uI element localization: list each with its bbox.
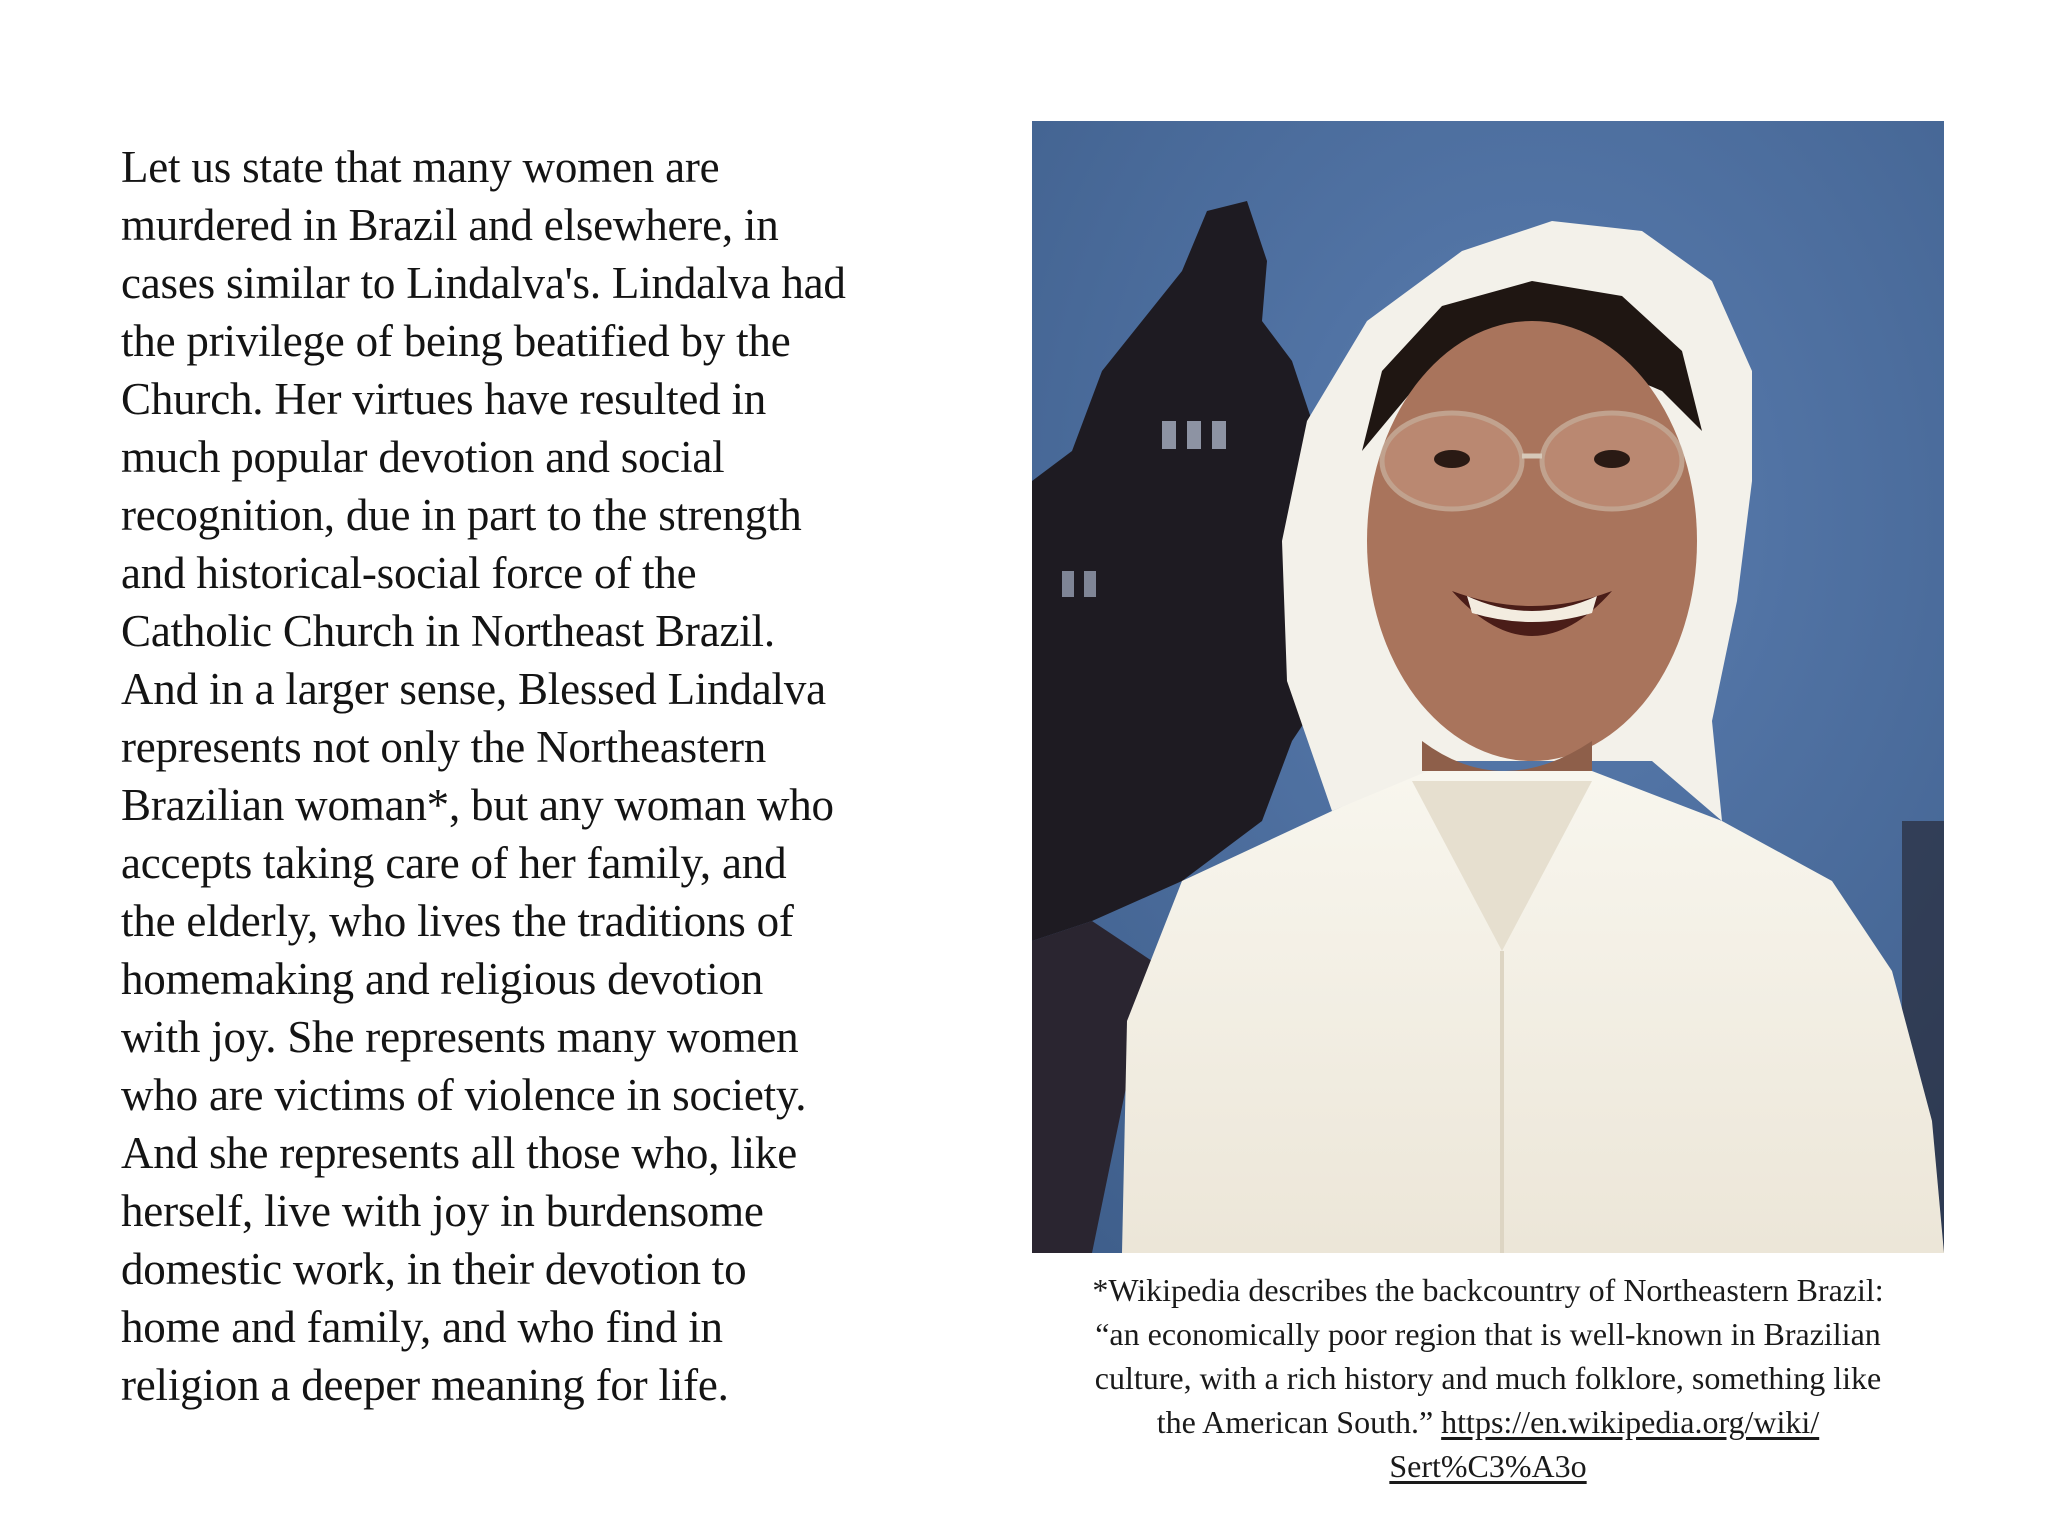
wikipedia-link-part-1[interactable]: https://en.wikipedia.org/wiki/ [1441,1404,1820,1440]
caption-line-1: *Wikipedia describes the backcountry of Northeastern Brazil: [1092,1272,1884,1308]
body-paragraph: Let us state that many women are murdered in Brazil and elsewhere, in cases similar to Lindalva's. Lindalva had the privilege of being beatified by the Church. Her virtues have resulted in much popular devotion and social recognition, due in part to the strength and historical-social force of the Catholic Church in Northeast Brazil. And in a larger sense, Blessed Lindalva represents not only the Northeastern Brazilian woman*, but any woman who accepts taking care of her family, and the elderly, who lives the traditions of homemaking and religious devotion with joy. She represents many women who are victims of violence in society. And she represents all those who, like herself, live with joy in burdensome domestic work, in their devotion to home and family, and who find in religion a deeper meaning for life. [121,142,846,1410]
photo-caption [990,1268,1986,1488]
portrait-photo-icon [1032,121,1944,1253]
wikipedia-link[interactable] [1389,1404,1819,1484]
caption-line-3: culture, with a rich history and much folklore, something like [1094,1360,1882,1396]
portrait-photo [1032,121,1944,1253]
caption-line-2: “an economically poor region that is well-known in Brazilian [1095,1316,1881,1352]
wikipedia-link-part-2[interactable]: Sert%C3%A3o [1389,1448,1587,1484]
caption-line-4: the American South.” [1156,1404,1434,1440]
